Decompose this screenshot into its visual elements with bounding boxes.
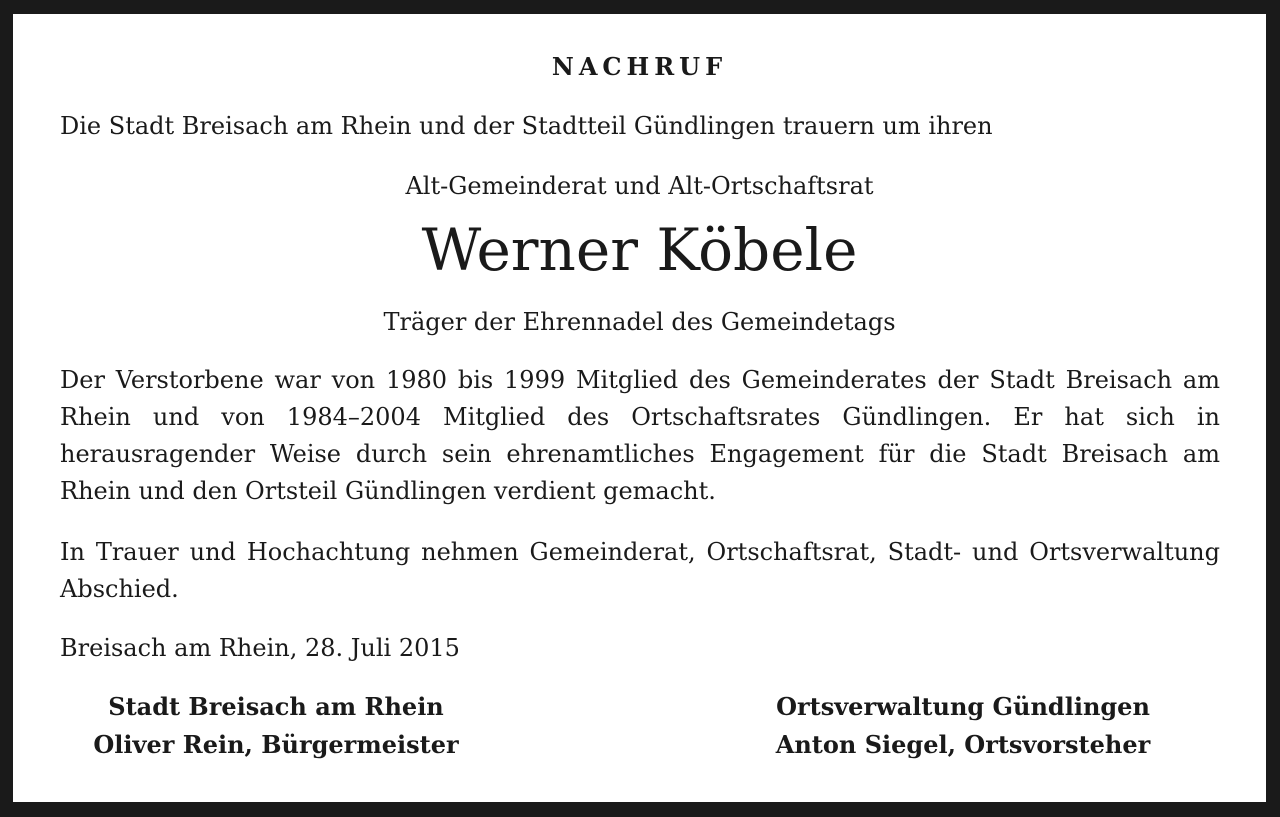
deceased-name: Werner Köbele — [421, 216, 858, 284]
signature-right-org: Ortsverwaltung Gündlingen — [776, 692, 1150, 721]
intro-line: Die Stadt Breisach am Rhein und der Stadtteil Gündlingen trauern um ihren — [60, 112, 993, 140]
obituary-notice — [13, 14, 1266, 802]
signature-right — [758, 688, 1168, 764]
award-line: Träger der Ehrennadel des Gemeindetags — [383, 308, 896, 336]
farewell-paragraph: In Trauer und Hochachtung nehmen Gemeinderat, Ortschaftsrat, Stadt- und Ortsverwaltung Abschied. — [60, 538, 1220, 603]
subheading: Alt-Gemeinderat und Alt-Ortschaftsrat — [405, 172, 874, 200]
signature-right-person: Anton Siegel, Ortsvorsteher — [775, 730, 1151, 759]
notice-title: NACHRUF — [551, 52, 728, 81]
signature-left-org: Stadt Breisach am Rhein — [108, 692, 444, 721]
place-date: Breisach am Rhein, 28. Juli 2015 — [60, 634, 460, 662]
signature-left-person: Oliver Rein, Bürgermeister — [93, 730, 459, 759]
signature-left — [86, 688, 466, 764]
biography-paragraph: Der Verstorbene war von 1980 bis 1999 Mitglied des Gemeinderates der Stadt Breisach am Rhein und von 1984–2004 Mitglied des Ortschaftsrates Gündlingen. Er hat sich in herausragender Weise durch sein ehrenamtliches Engagement für die Stadt Breisach am Rhein und den Ortsteil Gündlingen verdient gemacht. — [60, 366, 1220, 505]
